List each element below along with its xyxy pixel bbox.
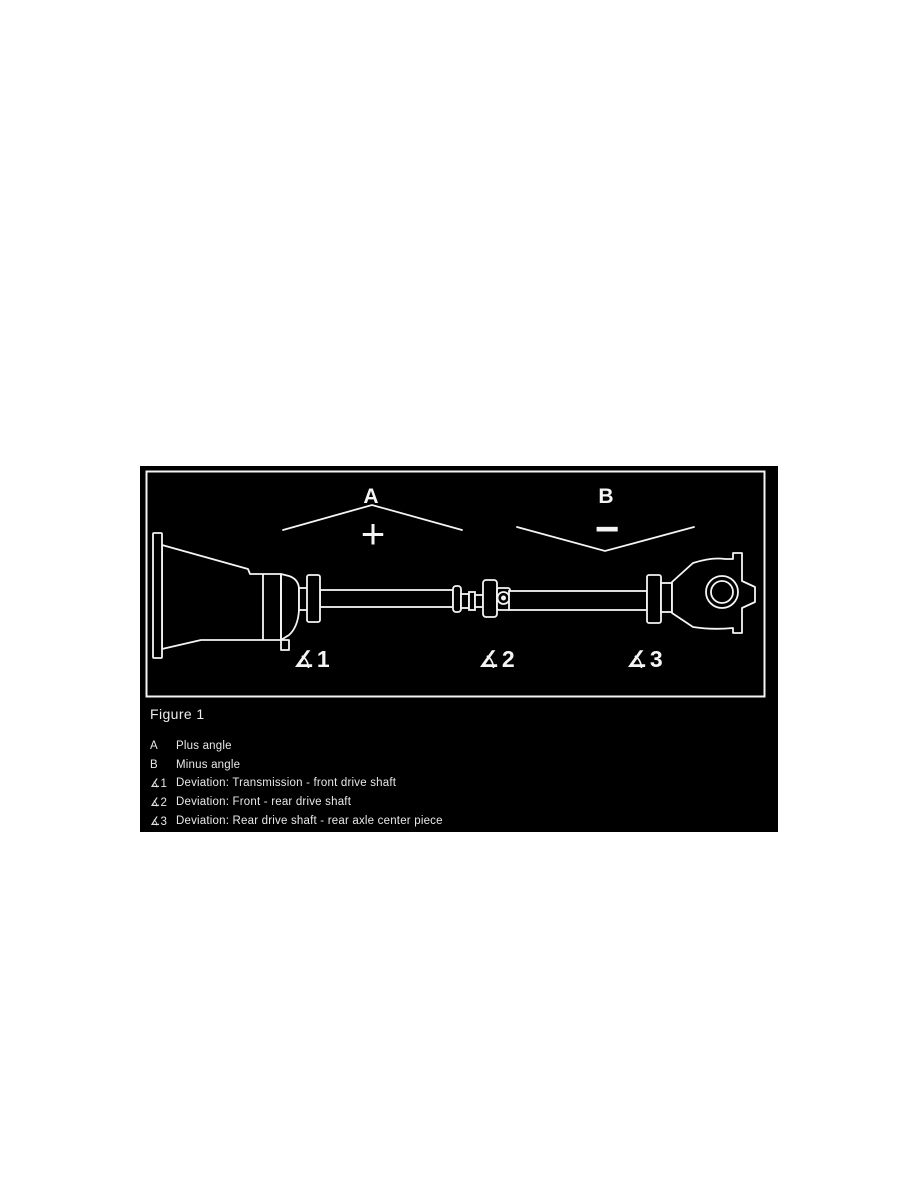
plus-sign: + [360,510,386,557]
legend-row-joint-1 [150,774,770,793]
drive-shaft-diagram [140,466,778,698]
legend-row-joint-3 [150,811,770,830]
center-universal-joint [483,580,510,617]
legend-desc: Minus angle [176,758,241,771]
housing-flange-bar [153,533,162,658]
figure-caption: Figure 1 [150,706,205,722]
rear-drive-shaft [509,591,647,610]
slip-joint-segment-3 [475,595,483,607]
joint-1-label: ∡1 [293,646,333,672]
joint-2-label: ∡2 [478,646,518,672]
rear-shaft-tube [509,591,647,610]
transmission-housing [153,533,299,658]
front-shaft-end-ring [453,586,461,612]
housing-right-edge [281,574,299,640]
region-b-label: B [598,485,614,508]
minus-sign: − [594,505,620,552]
legend-row-joint-2 [150,793,770,812]
joint-1-flange [299,575,320,622]
housing-tab [281,640,289,650]
legend-row-a [150,737,770,756]
legend-key: B [150,758,158,771]
joint-3-flange [647,575,672,623]
legend-key: A [150,740,158,753]
joint-1-disc [307,575,320,622]
center-joint-bearing-pin [502,596,505,599]
region-a-label: A [363,485,379,508]
yoke-bearing-inner [711,581,733,603]
legend-desc: Plus angle [176,740,232,753]
slip-joint-segment-1 [461,594,469,608]
joint-3-connector [661,583,672,612]
legend-row-b [150,756,770,775]
rear-axle-yoke [672,553,755,633]
figure-legend [150,737,770,830]
joint-3-label: ∡3 [626,646,666,672]
legend-key: ∡1 [150,778,168,791]
joint-3-disc [647,575,661,623]
front-drive-shaft [320,586,483,612]
legend-desc: Deviation: Rear drive shaft - rear axle center piece [176,814,443,827]
figure-block [140,466,778,832]
legend-desc: Deviation: Front - rear drive shaft [176,796,352,809]
legend-key: ∡2 [150,797,168,810]
center-joint-block [483,580,497,617]
legend-key: ∡3 [150,815,168,828]
legend-desc: Deviation: Transmission - front drive shaft [176,777,397,790]
front-shaft-tube [320,590,453,607]
